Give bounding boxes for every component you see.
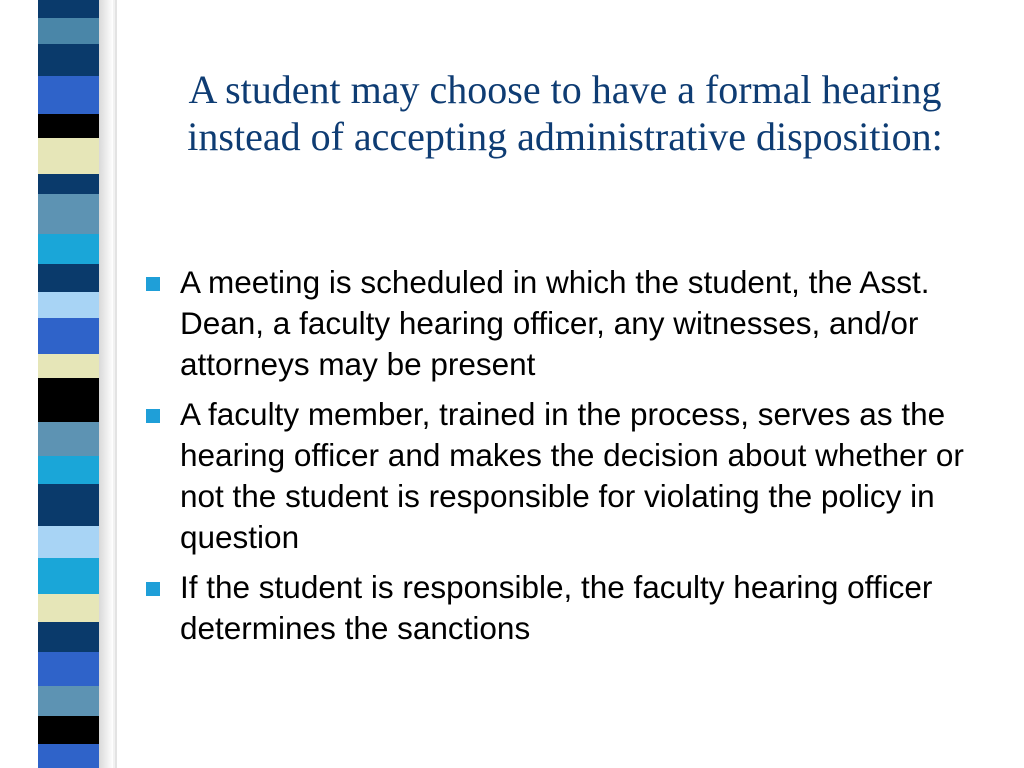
bullet-item: [146, 567, 1006, 649]
square-bullet-icon: [146, 277, 160, 291]
square-bullet-icon: [146, 582, 160, 596]
bullet-item: [146, 262, 1006, 385]
bullet-item: [146, 394, 1006, 558]
decorative-stripe: [38, 0, 101, 768]
bullet-text: A meeting is scheduled in which the student, the Asst. Dean, a faculty hearing officer, any witnesses, and/or attorneys may be present: [180, 264, 930, 382]
slide-title: A student may choose to have a formal hearing instead of accepting administrative disposition:: [187, 67, 943, 159]
bullet-text: If the student is responsible, the faculty hearing officer determines the sanctions: [180, 569, 933, 646]
bullet-list: [146, 262, 1006, 658]
bullet-text: A faculty member, trained in the process, serves as the hearing officer and makes the decision about whether or not the student is responsible for violating the policy in question: [180, 396, 964, 555]
square-bullet-icon: [146, 409, 160, 423]
stripe-shadow: [99, 0, 113, 768]
